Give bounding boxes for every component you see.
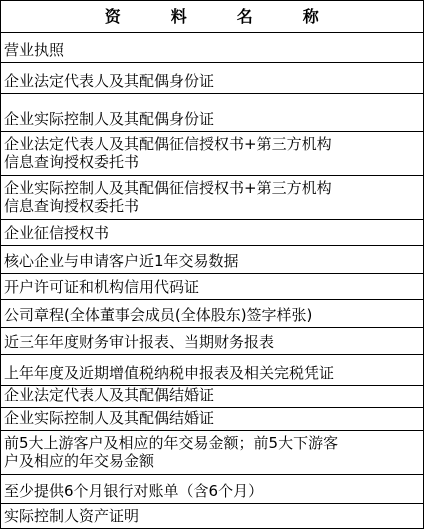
row-text-controller-id: 企业实际控制人及其配偶身份证 <box>4 110 215 128</box>
table-row <box>1 176 423 220</box>
row-text-controller-marriage: 企业实际控制人及其配偶结婚证 <box>4 409 215 427</box>
table-row <box>1 408 423 431</box>
table-row <box>1 246 423 274</box>
row-text-legal-rep-id: 企业法定代表人及其配偶身份证 <box>4 72 215 90</box>
table-header <box>1 0 423 33</box>
row-text-asset-proof: 实际控制人资产证明 <box>4 507 140 525</box>
table-row <box>1 386 423 408</box>
table-row <box>1 328 423 355</box>
table-header-title: 资 料 名 称 <box>104 7 320 26</box>
row-text-financial-statements: 近三年年度财务审计报表、当期财务报表 <box>4 333 275 351</box>
row-text-legal-rep-credit-auth: 企业法定代表人及其配偶征信授权书+第三方机构 信息查询授权委托书 <box>4 135 332 171</box>
row-text-controller-credit-auth: 企业实际控制人及其配偶征信授权书+第三方机构 信息查询授权委托书 <box>4 179 332 215</box>
row-text-vat-returns: 上年年度及近期增值税纳税申报表及相关完税凭证 <box>4 364 335 382</box>
table-row <box>1 274 423 300</box>
row-text-enterprise-credit-auth: 企业征信授权书 <box>4 224 110 242</box>
table-row <box>1 63 423 94</box>
table-row <box>1 475 423 504</box>
table-row <box>1 300 423 328</box>
row-text-account-permit: 开户许可证和机构信用代码证 <box>4 278 200 296</box>
table-row <box>1 132 423 176</box>
table-row <box>1 504 423 529</box>
table-row <box>1 355 423 386</box>
table-row <box>1 431 423 475</box>
row-text-legal-rep-marriage: 企业法定代表人及其配偶结婚证 <box>4 386 215 404</box>
table-row <box>1 220 423 246</box>
row-text-top5-customers: 前5大上游客户及相应的年交易金额；前5大下游客 户及相应的年交易金额 <box>4 434 339 470</box>
row-text-articles-of-association: 公司章程(全体董事会成员(全体股东)签字样张) <box>4 306 313 324</box>
row-text-business-license: 营业执照 <box>4 41 65 59</box>
table-row <box>1 94 423 132</box>
row-text-bank-statements: 至少提供6个月银行对账单（含6个月） <box>4 482 264 500</box>
table-row <box>1 33 423 63</box>
row-text-trade-data: 核心企业与申请客户近1年交易数据 <box>4 252 239 270</box>
